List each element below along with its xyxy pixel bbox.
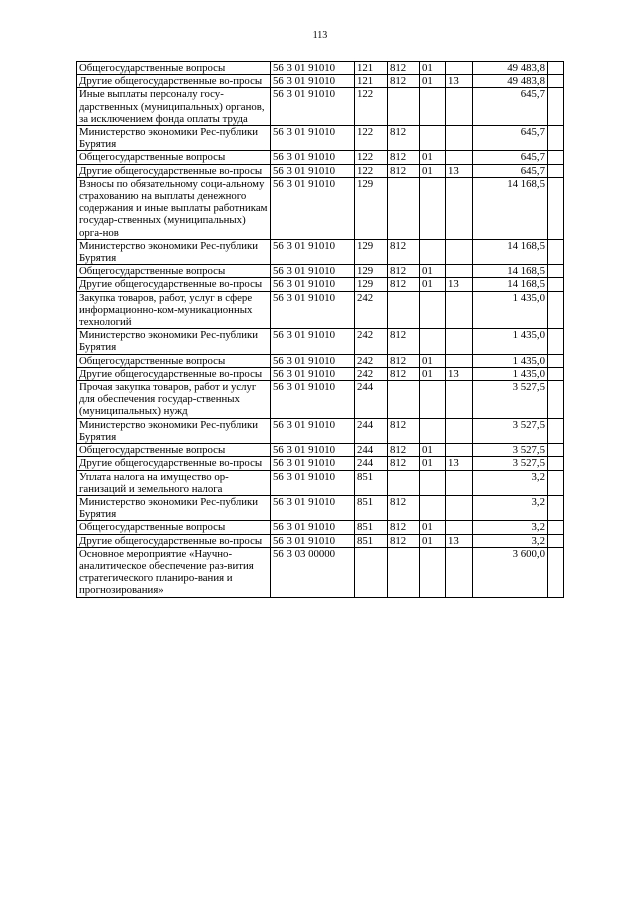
target-article-cell: 56 3 01 91010 xyxy=(271,534,355,547)
row-name-cell: Прочая закупка товаров, работ и услуг для обеспечения государ-ственных (муниципальных) нужд xyxy=(77,381,271,419)
empty-trailing-cell xyxy=(548,418,564,443)
expense-type-cell: 122 xyxy=(355,151,388,164)
target-article-cell: 56 3 01 91010 xyxy=(271,521,355,534)
target-article-cell: 56 3 01 91010 xyxy=(271,444,355,457)
section-cell: 01 xyxy=(420,367,446,380)
section-cell xyxy=(420,177,446,239)
target-article-cell: 56 3 01 91010 xyxy=(271,177,355,239)
amount-cell: 3 527,5 xyxy=(473,381,548,419)
subsection-cell xyxy=(446,418,473,443)
expense-type-cell: 851 xyxy=(355,534,388,547)
expense-type-cell: 242 xyxy=(355,354,388,367)
section-cell: 01 xyxy=(420,164,446,177)
expense-type-cell: 122 xyxy=(355,126,388,151)
budget-manager-cell: 812 xyxy=(388,495,420,520)
budget-manager-cell: 812 xyxy=(388,329,420,354)
budget-manager-cell xyxy=(388,177,420,239)
section-cell xyxy=(420,88,446,126)
table-row xyxy=(77,521,564,534)
budget-manager-cell xyxy=(388,291,420,329)
subsection-cell xyxy=(446,291,473,329)
budget-manager-cell: 812 xyxy=(388,265,420,278)
amount-cell: 645,7 xyxy=(473,164,548,177)
expense-type-cell: 851 xyxy=(355,495,388,520)
page-number: 113 xyxy=(312,30,328,41)
table-row xyxy=(77,126,564,151)
empty-trailing-cell xyxy=(548,329,564,354)
table-row xyxy=(77,457,564,470)
table-row xyxy=(77,444,564,457)
empty-trailing-cell xyxy=(548,75,564,88)
empty-trailing-cell xyxy=(548,444,564,457)
target-article-cell: 56 3 01 91010 xyxy=(271,151,355,164)
target-article-cell: 56 3 01 91010 xyxy=(271,164,355,177)
empty-trailing-cell xyxy=(548,381,564,419)
amount-cell: 1 435,0 xyxy=(473,329,548,354)
section-cell xyxy=(420,495,446,520)
empty-trailing-cell xyxy=(548,265,564,278)
budget-manager-cell: 812 xyxy=(388,367,420,380)
section-cell: 01 xyxy=(420,354,446,367)
expense-type-cell: 122 xyxy=(355,88,388,126)
budget-manager-cell: 812 xyxy=(388,75,420,88)
target-article-cell: 56 3 01 91010 xyxy=(271,278,355,291)
row-name-cell: Уплата налога на имущество ор-ганизаций и земельного налога xyxy=(77,470,271,495)
target-article-cell: 56 3 01 91010 xyxy=(271,418,355,443)
budget-manager-cell: 812 xyxy=(388,354,420,367)
target-article-cell: 56 3 01 91010 xyxy=(271,381,355,419)
empty-trailing-cell xyxy=(548,239,564,264)
expense-type-cell: 244 xyxy=(355,444,388,457)
row-name-cell: Другие общегосударственные во-просы xyxy=(77,534,271,547)
section-cell: 01 xyxy=(420,521,446,534)
subsection-cell xyxy=(446,470,473,495)
amount-cell: 49 483,8 xyxy=(473,75,548,88)
amount-cell: 1 435,0 xyxy=(473,291,548,329)
empty-trailing-cell xyxy=(548,278,564,291)
expense-type-cell: 121 xyxy=(355,75,388,88)
section-cell: 01 xyxy=(420,265,446,278)
table-row xyxy=(77,291,564,329)
row-name-cell: Общегосударственные вопросы xyxy=(77,521,271,534)
amount-cell: 1 435,0 xyxy=(473,367,548,380)
budget-manager-cell: 812 xyxy=(388,164,420,177)
target-article-cell: 56 3 01 91010 xyxy=(271,291,355,329)
subsection-cell xyxy=(446,521,473,534)
target-article-cell: 56 3 01 91010 xyxy=(271,75,355,88)
empty-trailing-cell xyxy=(548,62,564,75)
amount-cell: 1 435,0 xyxy=(473,354,548,367)
row-name-cell: Общегосударственные вопросы xyxy=(77,151,271,164)
target-article-cell: 56 3 01 91010 xyxy=(271,88,355,126)
row-name-cell: Другие общегосударственные во-просы xyxy=(77,75,271,88)
subsection-cell xyxy=(446,126,473,151)
amount-cell: 3,2 xyxy=(473,470,548,495)
amount-cell: 3,2 xyxy=(473,521,548,534)
subsection-cell xyxy=(446,495,473,520)
target-article-cell: 56 3 01 91010 xyxy=(271,367,355,380)
budget-table-body xyxy=(77,62,564,598)
subsection-cell: 13 xyxy=(446,457,473,470)
table-row xyxy=(77,164,564,177)
target-article-cell: 56 3 01 91010 xyxy=(271,329,355,354)
empty-trailing-cell xyxy=(548,534,564,547)
empty-trailing-cell xyxy=(548,367,564,380)
expense-type-cell: 129 xyxy=(355,239,388,264)
amount-cell: 645,7 xyxy=(473,88,548,126)
subsection-cell xyxy=(446,354,473,367)
amount-cell: 3,2 xyxy=(473,495,548,520)
section-cell xyxy=(420,547,446,597)
section-cell: 01 xyxy=(420,62,446,75)
table-row xyxy=(77,88,564,126)
section-cell xyxy=(420,470,446,495)
expense-type-cell: 121 xyxy=(355,62,388,75)
amount-cell: 3 527,5 xyxy=(473,444,548,457)
target-article-cell: 56 3 01 91010 xyxy=(271,239,355,264)
section-cell: 01 xyxy=(420,151,446,164)
row-name-cell: Министерство экономики Рес-публики Бурятия xyxy=(77,239,271,264)
table-row xyxy=(77,151,564,164)
row-name-cell: Другие общегосударственные во-просы xyxy=(77,457,271,470)
expense-type-cell: 851 xyxy=(355,470,388,495)
target-article-cell: 56 3 01 91010 xyxy=(271,62,355,75)
subsection-cell xyxy=(446,239,473,264)
expense-type-cell: 122 xyxy=(355,164,388,177)
row-name-cell: Иные выплаты персоналу госу-дарственных (муниципальных) органов, за исключением фонда оплаты труда xyxy=(77,88,271,126)
amount-cell: 14 168,5 xyxy=(473,239,548,264)
empty-trailing-cell xyxy=(548,547,564,597)
target-article-cell: 56 3 01 91010 xyxy=(271,126,355,151)
subsection-cell: 13 xyxy=(446,278,473,291)
subsection-cell xyxy=(446,88,473,126)
budget-manager-cell: 812 xyxy=(388,521,420,534)
subsection-cell: 13 xyxy=(446,534,473,547)
table-row xyxy=(77,381,564,419)
row-name-cell: Министерство экономики Рес-публики Бурятия xyxy=(77,329,271,354)
amount-cell: 3 600,0 xyxy=(473,547,548,597)
amount-cell: 49 483,8 xyxy=(473,62,548,75)
table-row xyxy=(77,329,564,354)
expense-type-cell: 242 xyxy=(355,329,388,354)
subsection-cell xyxy=(446,444,473,457)
budget-manager-cell: 812 xyxy=(388,534,420,547)
expense-type-cell: 244 xyxy=(355,457,388,470)
budget-manager-cell: 812 xyxy=(388,151,420,164)
table-row xyxy=(77,177,564,239)
row-name-cell: Общегосударственные вопросы xyxy=(77,265,271,278)
expense-type-cell: 244 xyxy=(355,381,388,419)
section-cell xyxy=(420,239,446,264)
row-name-cell: Министерство экономики Рес-публики Бурятия xyxy=(77,495,271,520)
row-name-cell: Другие общегосударственные во-просы xyxy=(77,367,271,380)
empty-trailing-cell xyxy=(548,354,564,367)
row-name-cell: Министерство экономики Рес-публики Бурятия xyxy=(77,126,271,151)
amount-cell: 14 168,5 xyxy=(473,265,548,278)
table-row xyxy=(77,470,564,495)
empty-trailing-cell xyxy=(548,457,564,470)
target-article-cell: 56 3 01 91010 xyxy=(271,495,355,520)
empty-trailing-cell xyxy=(548,88,564,126)
budget-manager-cell: 812 xyxy=(388,418,420,443)
subsection-cell xyxy=(446,62,473,75)
expense-type-cell: 242 xyxy=(355,367,388,380)
table-row xyxy=(77,534,564,547)
subsection-cell xyxy=(446,381,473,419)
budget-manager-cell xyxy=(388,381,420,419)
subsection-cell: 13 xyxy=(446,367,473,380)
budget-manager-cell: 812 xyxy=(388,62,420,75)
table-row xyxy=(77,367,564,380)
subsection-cell xyxy=(446,329,473,354)
section-cell: 01 xyxy=(420,457,446,470)
row-name-cell: Общегосударственные вопросы xyxy=(77,354,271,367)
row-name-cell: Общегосударственные вопросы xyxy=(77,62,271,75)
subsection-cell xyxy=(446,547,473,597)
section-cell xyxy=(420,381,446,419)
budget-manager-cell xyxy=(388,470,420,495)
table-row xyxy=(77,62,564,75)
row-name-cell: Другие общегосударственные во-просы xyxy=(77,278,271,291)
section-cell xyxy=(420,418,446,443)
target-article-cell: 56 3 01 91010 xyxy=(271,457,355,470)
subsection-cell xyxy=(446,265,473,278)
expense-type-cell: 129 xyxy=(355,177,388,239)
section-cell: 01 xyxy=(420,534,446,547)
empty-trailing-cell xyxy=(548,521,564,534)
target-article-cell: 56 3 03 00000 xyxy=(271,547,355,597)
row-name-cell: Взносы по обязательному соци-альному страхованию на выплаты денежного содержания и иные выплаты работникам государ-ственных (муниципальных) орга-нов xyxy=(77,177,271,239)
empty-trailing-cell xyxy=(548,126,564,151)
section-cell: 01 xyxy=(420,75,446,88)
expense-type-cell xyxy=(355,547,388,597)
budget-manager-cell: 812 xyxy=(388,126,420,151)
budget-manager-cell: 812 xyxy=(388,444,420,457)
target-article-cell: 56 3 01 91010 xyxy=(271,470,355,495)
target-article-cell: 56 3 01 91010 xyxy=(271,265,355,278)
table-row xyxy=(77,547,564,597)
section-cell: 01 xyxy=(420,278,446,291)
row-name-cell: Основное мероприятие «Научно-аналитическое обеспечение раз-вития стратегического планиро-вания и прогнозирования» xyxy=(77,547,271,597)
expense-type-cell: 851 xyxy=(355,521,388,534)
subsection-cell xyxy=(446,151,473,164)
empty-trailing-cell xyxy=(548,164,564,177)
section-cell xyxy=(420,329,446,354)
table-row xyxy=(77,265,564,278)
amount-cell: 3,2 xyxy=(473,534,548,547)
subsection-cell: 13 xyxy=(446,164,473,177)
budget-manager-cell: 812 xyxy=(388,239,420,264)
subsection-cell xyxy=(446,177,473,239)
empty-trailing-cell xyxy=(548,291,564,329)
table-row xyxy=(77,354,564,367)
empty-trailing-cell xyxy=(548,177,564,239)
section-cell xyxy=(420,291,446,329)
budget-manager-cell xyxy=(388,88,420,126)
budget-manager-cell xyxy=(388,547,420,597)
expense-type-cell: 242 xyxy=(355,291,388,329)
expense-type-cell: 129 xyxy=(355,265,388,278)
expense-type-cell: 244 xyxy=(355,418,388,443)
row-name-cell: Другие общегосударственные во-просы xyxy=(77,164,271,177)
empty-trailing-cell xyxy=(548,495,564,520)
amount-cell: 645,7 xyxy=(473,126,548,151)
section-cell xyxy=(420,126,446,151)
amount-cell: 14 168,5 xyxy=(473,177,548,239)
amount-cell: 3 527,5 xyxy=(473,457,548,470)
section-cell: 01 xyxy=(420,444,446,457)
budget-manager-cell: 812 xyxy=(388,457,420,470)
empty-trailing-cell xyxy=(548,151,564,164)
table-row xyxy=(77,495,564,520)
table-row xyxy=(77,418,564,443)
target-article-cell: 56 3 01 91010 xyxy=(271,354,355,367)
row-name-cell: Министерство экономики Рес-публики Бурятия xyxy=(77,418,271,443)
expense-type-cell: 129 xyxy=(355,278,388,291)
table-row xyxy=(77,278,564,291)
empty-trailing-cell xyxy=(548,470,564,495)
amount-cell: 3 527,5 xyxy=(473,418,548,443)
row-name-cell: Общегосударственные вопросы xyxy=(77,444,271,457)
amount-cell: 14 168,5 xyxy=(473,278,548,291)
table-row xyxy=(77,239,564,264)
amount-cell: 645,7 xyxy=(473,151,548,164)
budget-manager-cell: 812 xyxy=(388,278,420,291)
subsection-cell: 13 xyxy=(446,75,473,88)
budget-table xyxy=(76,61,564,598)
table-row xyxy=(77,75,564,88)
row-name-cell: Закупка товаров, работ, услуг в сфере информационно-ком-муникационных технологий xyxy=(77,291,271,329)
